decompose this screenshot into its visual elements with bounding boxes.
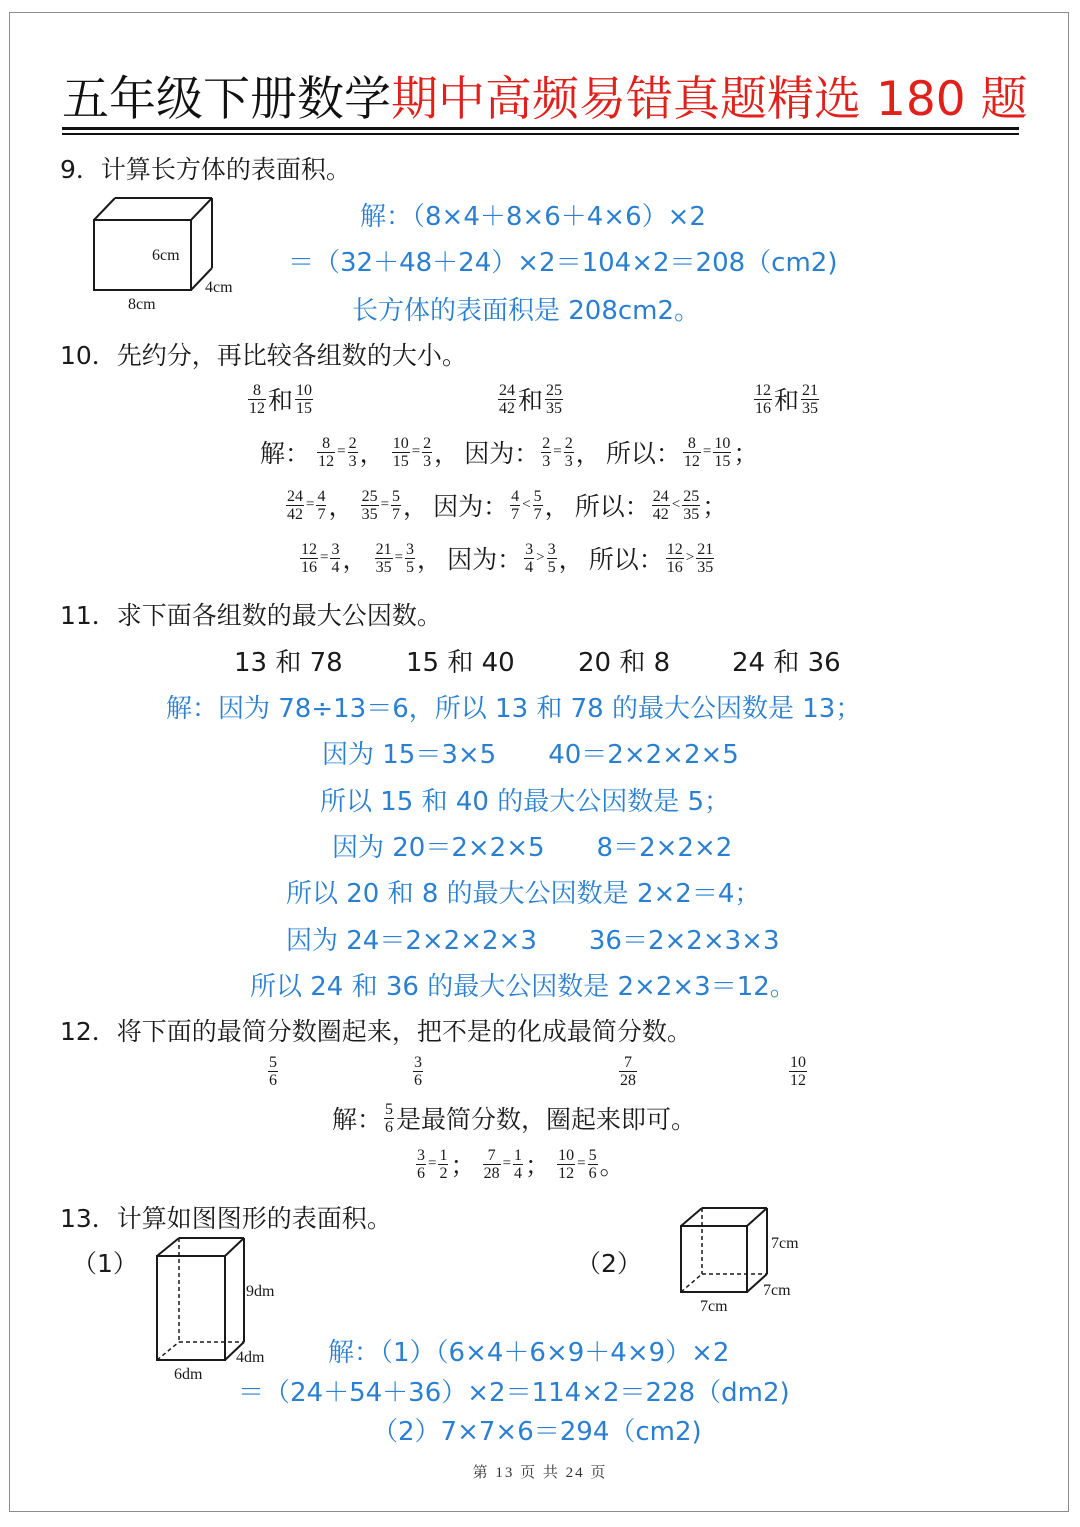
q11-answer-line: 解：因为 78÷13＝6，所以 13 和 78 的最大公因数是 13；: [166, 694, 862, 724]
q12-fraction: $\frac{7}{28}$: [620, 1054, 636, 1089]
page-title: [62, 70, 1028, 130]
q11-answer-line: 因为 24＝2×2×2×3 36＝2×2×3×3: [286, 926, 780, 956]
q9-answer-line2: ＝（32＋48＋24）×2＝104×2＝208（cm2): [288, 248, 838, 278]
q9-cuboid-figure: [88, 192, 248, 317]
title-rule: [62, 127, 1019, 130]
q9-question: 9．计算长方体的表面积。: [60, 155, 351, 184]
q13-fig2-height-label: 7cm: [771, 1235, 799, 1252]
fraction: $\frac{8}{12}$: [249, 381, 265, 417]
q9-width-label: 4cm: [205, 279, 233, 296]
q12-fraction: $\frac{3}{6}$: [414, 1054, 422, 1089]
q11-answer-line: 因为 15＝3×5 40＝2×2×2×5: [322, 740, 739, 770]
q11-answer-line: 所以 20 和 8 的最大公因数是 2×2＝4；: [286, 879, 761, 909]
fraction: $\frac{21}{35}$: [802, 381, 819, 417]
q11-answer-line: 所以 24 和 36 的最大公因数是 2×2×3＝12。: [250, 972, 796, 1002]
q13-fig1-length-label: 6dm: [174, 1366, 203, 1383]
title-black: 五年级下册数学: [62, 72, 391, 127]
q11-question: 11．求下面各组数的最大公因数。: [60, 601, 442, 630]
q13-part1-label: （1）: [72, 1249, 138, 1278]
q11-group: 15 和 40: [406, 648, 515, 678]
page-number: 第 13 页 共 24 页: [472, 1465, 608, 1481]
q13-question: 13．计算如图图形的表面积。: [60, 1204, 392, 1233]
q12-fraction: $\frac{10}{12}$: [790, 1054, 806, 1089]
fraction: $\frac{10}{15}$: [296, 381, 313, 417]
q11-group: 13 和 78: [234, 648, 343, 678]
q11-group: 24 和 36: [732, 648, 841, 678]
q10-solution-row: $\frac{12}{16}$ = $\frac{3}{4}$ ， $\frac{21}{35}$ = $\frac{3}{5}$ ， 因为： $\frac{3}{4}$ > $\frac{3}{5}$ ， 所以： $\frac{12}{16}$ > $\frac{21}{35}$: [301, 540, 714, 576]
title-red: 期中高频易错真题精选 180 题: [391, 72, 1028, 127]
q11-answer-line: 因为 20＝2×2×5 8＝2×2×2: [332, 833, 733, 863]
fraction: $\frac{25}{35}$: [546, 381, 563, 417]
q10-question: 10．先约分，再比较各组数的大小。: [60, 341, 467, 370]
fraction: $\frac{24}{42}$: [499, 381, 515, 417]
q10-solution-row: 解： $\frac{8}{12}$ = $\frac{2}{3}$ ， $\frac{10}{15}$ = $\frac{2}{3}$ ， 因为： $\frac{2}{3}$ = $\frac{2}{3}$ ， 所以： $\frac{8}{12}$ = $\frac{10}{15}$ ；: [260, 434, 759, 470]
q13-cuboid-figure-1: [150, 1232, 290, 1387]
title-rule-thin: [62, 133, 1019, 135]
q9-length-label: 8cm: [128, 296, 156, 313]
q12-question: 12．将下面的最简分数圈起来，把不是的化成最简分数。: [60, 1017, 692, 1046]
q12-conversions: $\frac{3}{6}$ = $\frac{1}{2}$ ； $\frac{7}{28}$ = $\frac{1}{4}$ ； $\frac{10}{12}$ = $\frac{5}{6}$ 。: [417, 1146, 625, 1182]
q11-group: 20 和 8: [578, 648, 671, 678]
q13-fig1-width-label: 4dm: [236, 1349, 265, 1366]
q11-answer-line: 所以 15 和 40 的最大公因数是 5；: [320, 787, 731, 817]
q10-pair: $\frac{12}{16}$ 和 $\frac{21}{35}$: [755, 381, 819, 417]
q10-pair: $\frac{8}{12}$ 和 $\frac{10}{15}$: [249, 381, 313, 417]
q13-answer-line3: （2）7×7×6＝294（cm2): [372, 1417, 702, 1447]
q13-fig2-width-label: 7cm: [763, 1282, 791, 1299]
q13-fig1-height-label: 9dm: [246, 1283, 275, 1300]
q10-solution-row: $\frac{24}{42}$ = $\frac{4}{7}$ ， $\frac{25}{35}$ = $\frac{5}{7}$ ， 因为： $\frac{4}{7}$ < $\frac{5}{7}$ ， 所以： $\frac{24}{42}$ < $\frac{25}{35}$ ；: [287, 487, 728, 523]
q13-cube-figure-2: [674, 1200, 809, 1318]
q9-answer-line1: 解：（8×4＋8×6＋4×6）×2: [360, 202, 706, 232]
fraction: $\frac{12}{16}$: [755, 381, 771, 417]
q13-answer-line2: ＝（24＋54＋36）×2＝114×2＝228（dm2): [238, 1378, 790, 1408]
q13-answer-line1: 解：（1）（6×4＋6×9＋4×9）×2: [328, 1338, 730, 1368]
q13-part2-label: （2）: [576, 1249, 642, 1278]
q13-fig2-length-label: 7cm: [700, 1298, 728, 1315]
q9-answer-line3: 长方体的表面积是 208cm2。: [352, 296, 701, 326]
q9-height-label: 6cm: [152, 247, 180, 264]
q12-solution: 解： $\frac{5}{6}$ 是最简分数，圈起来即可。: [332, 1100, 697, 1136]
q12-fraction: $\frac{5}{6}$: [269, 1054, 277, 1089]
q10-pair: $\frac{24}{42}$ 和 $\frac{25}{35}$: [499, 381, 563, 417]
